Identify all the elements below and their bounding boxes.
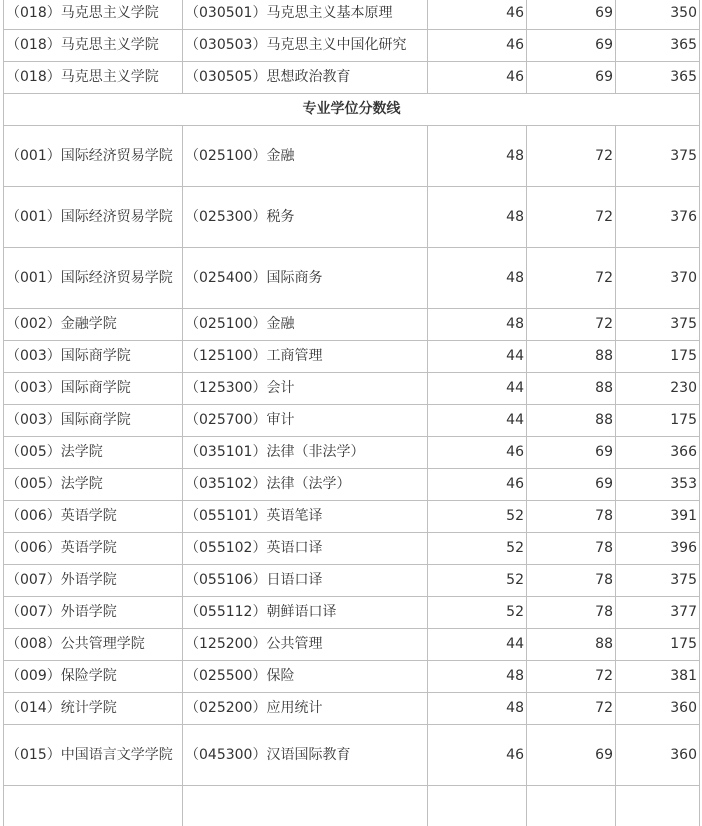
major-cell: （025300）税务 (183, 187, 428, 248)
score-150-cell: 69 (527, 437, 616, 469)
score-150-cell: 69 (527, 0, 616, 30)
score-100-cell: 52 (428, 501, 527, 533)
score-100-cell: 46 (428, 30, 527, 62)
college-cell: （018）马克思主义学院 (4, 0, 183, 30)
total-score-cell: 365 (616, 30, 700, 62)
score-150-cell: 72 (527, 693, 616, 725)
total-score-cell: 375 (616, 565, 700, 597)
total-score-cell: 375 (616, 126, 700, 187)
college-cell: （005）法学院 (4, 437, 183, 469)
table-row (4, 597, 700, 629)
section-row (4, 94, 700, 126)
total-score-cell: 391 (616, 501, 700, 533)
college-cell: （001）国际经济贸易学院 (4, 187, 183, 248)
major-cell: （030501）马克思主义基本原理 (183, 0, 428, 30)
major-cell: （030503）马克思主义中国化研究 (183, 30, 428, 62)
section-title: 专业学位分数线 (4, 94, 700, 126)
total-score-cell: 175 (616, 341, 700, 373)
college-cell: （018）马克思主义学院 (4, 62, 183, 94)
total-score-cell: 366 (616, 437, 700, 469)
score-150-cell: 78 (527, 533, 616, 565)
table-row (4, 565, 700, 597)
major-cell: （055102）英语口译 (183, 533, 428, 565)
college-cell: （003）国际商学院 (4, 405, 183, 437)
score-table (3, 0, 700, 826)
score-100-cell: 48 (428, 187, 527, 248)
score-100-cell: 46 (428, 0, 527, 30)
college-cell: （009）保险学院 (4, 661, 183, 693)
major-cell: （025200）应用统计 (183, 693, 428, 725)
empty-cell (183, 786, 428, 826)
major-cell: （025100）金融 (183, 126, 428, 187)
score-100-cell: 52 (428, 565, 527, 597)
score-table-body (4, 0, 700, 826)
score-150-cell: 78 (527, 597, 616, 629)
table-row (4, 661, 700, 693)
score-100-cell: 46 (428, 437, 527, 469)
major-cell: （055112）朝鲜语口译 (183, 597, 428, 629)
total-score-cell: 353 (616, 469, 700, 501)
table-row (4, 341, 700, 373)
score-150-cell: 69 (527, 725, 616, 786)
total-score-cell: 381 (616, 661, 700, 693)
major-cell: （055101）英语笔译 (183, 501, 428, 533)
major-cell: （125100）工商管理 (183, 341, 428, 373)
total-score-cell: 365 (616, 62, 700, 94)
table-row (4, 405, 700, 437)
table-row (4, 30, 700, 62)
college-cell: （007）外语学院 (4, 597, 183, 629)
score-150-cell: 88 (527, 405, 616, 437)
total-score-cell: 376 (616, 187, 700, 248)
table-row (4, 469, 700, 501)
total-score-cell: 175 (616, 405, 700, 437)
score-100-cell: 44 (428, 373, 527, 405)
score-150-cell: 72 (527, 661, 616, 693)
table-row (4, 248, 700, 309)
college-cell: （001）国际经济贸易学院 (4, 248, 183, 309)
score-150-cell: 69 (527, 62, 616, 94)
college-cell: （007）外语学院 (4, 565, 183, 597)
score-150-cell: 88 (527, 341, 616, 373)
table-row (4, 0, 700, 30)
college-cell: （003）国际商学院 (4, 373, 183, 405)
table-row (4, 126, 700, 187)
score-150-cell: 69 (527, 30, 616, 62)
table-row (4, 629, 700, 661)
score-100-cell: 46 (428, 469, 527, 501)
score-150-cell: 72 (527, 309, 616, 341)
total-score-cell: 350 (616, 0, 700, 30)
table-row (4, 373, 700, 405)
total-score-cell: 360 (616, 725, 700, 786)
score-150-cell: 72 (527, 126, 616, 187)
major-cell: （025100）金融 (183, 309, 428, 341)
table-row (4, 62, 700, 94)
major-cell: （125200）公共管理 (183, 629, 428, 661)
empty-cell (527, 786, 616, 826)
major-cell: （055106）日语口译 (183, 565, 428, 597)
score-150-cell: 88 (527, 373, 616, 405)
score-150-cell: 72 (527, 187, 616, 248)
college-cell: （008）公共管理学院 (4, 629, 183, 661)
score-100-cell: 48 (428, 661, 527, 693)
table-row (4, 725, 700, 786)
score-150-cell: 72 (527, 248, 616, 309)
score-100-cell: 46 (428, 725, 527, 786)
college-cell: （003）国际商学院 (4, 341, 183, 373)
table-row (4, 501, 700, 533)
table-row-partial (4, 786, 700, 826)
empty-cell (428, 786, 527, 826)
score-100-cell: 48 (428, 309, 527, 341)
total-score-cell: 377 (616, 597, 700, 629)
score-100-cell: 48 (428, 693, 527, 725)
total-score-cell: 230 (616, 373, 700, 405)
college-cell: （002）金融学院 (4, 309, 183, 341)
college-cell: （001）国际经济贸易学院 (4, 126, 183, 187)
major-cell: （030505）思想政治教育 (183, 62, 428, 94)
score-100-cell: 48 (428, 126, 527, 187)
college-cell: （014）统计学院 (4, 693, 183, 725)
table-row (4, 437, 700, 469)
college-cell: （015）中国语言文学学院 (4, 725, 183, 786)
score-100-cell: 46 (428, 62, 527, 94)
total-score-cell: 360 (616, 693, 700, 725)
major-cell: （045300）汉语国际教育 (183, 725, 428, 786)
table-row (4, 309, 700, 341)
score-100-cell: 44 (428, 629, 527, 661)
major-cell: （125300）会计 (183, 373, 428, 405)
major-cell: （025700）审计 (183, 405, 428, 437)
college-cell: （018）马克思主义学院 (4, 30, 183, 62)
major-cell: （035101）法律（非法学） (183, 437, 428, 469)
empty-cell (616, 786, 700, 826)
score-100-cell: 44 (428, 405, 527, 437)
score-100-cell: 48 (428, 248, 527, 309)
score-150-cell: 88 (527, 629, 616, 661)
college-cell: （006）英语学院 (4, 501, 183, 533)
table-row (4, 187, 700, 248)
total-score-cell: 370 (616, 248, 700, 309)
score-100-cell: 44 (428, 341, 527, 373)
major-cell: （025500）保险 (183, 661, 428, 693)
table-row (4, 533, 700, 565)
score-150-cell: 78 (527, 501, 616, 533)
score-150-cell: 69 (527, 469, 616, 501)
college-cell: （005）法学院 (4, 469, 183, 501)
total-score-cell: 175 (616, 629, 700, 661)
empty-cell (4, 786, 183, 826)
total-score-cell: 396 (616, 533, 700, 565)
total-score-cell: 375 (616, 309, 700, 341)
table-row (4, 693, 700, 725)
major-cell: （025400）国际商务 (183, 248, 428, 309)
score-150-cell: 78 (527, 565, 616, 597)
major-cell: （035102）法律（法学） (183, 469, 428, 501)
score-100-cell: 52 (428, 533, 527, 565)
college-cell: （006）英语学院 (4, 533, 183, 565)
score-100-cell: 52 (428, 597, 527, 629)
